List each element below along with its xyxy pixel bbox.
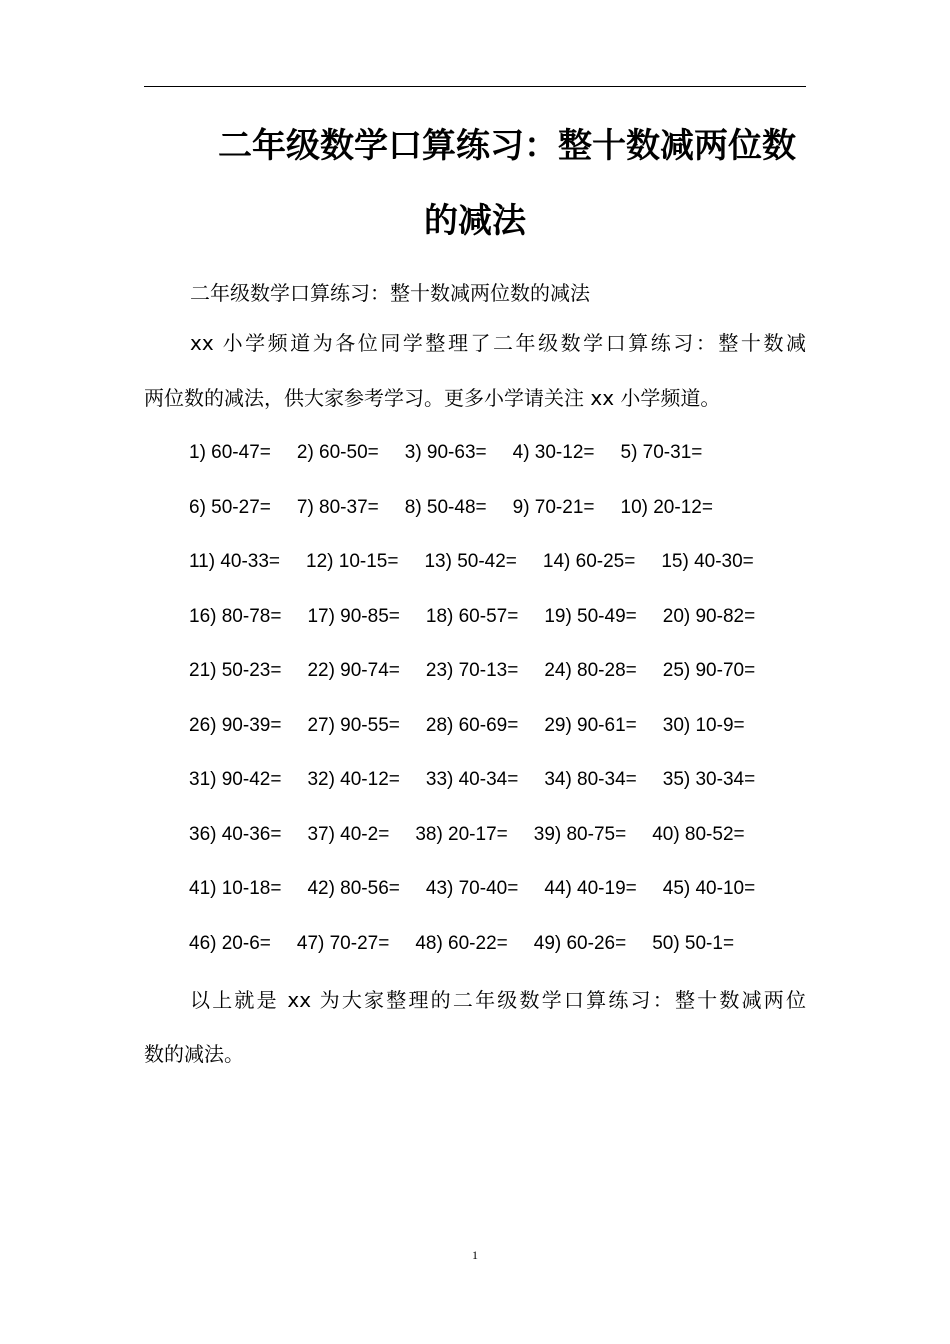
exercise-item: 48) 60-22= (415, 932, 508, 954)
exercise-item: 41) 10-18= (189, 878, 282, 899)
exercise-item: 26) 90-39= (189, 714, 282, 736)
intro-paragraph-line2: 两位数的减法，供大家参考学习。更多小学请关注 xx 小学频道。 (144, 386, 721, 410)
subtitle-paragraph: 二年级数学口算练习：整十数减两位数的减法 (190, 281, 590, 305)
exercise-item: 32) 40-12= (307, 769, 400, 790)
exercise-item: 20) 90-82= (662, 605, 756, 627)
exercise-item: 42) 80-56= (307, 878, 400, 899)
exercise-row (189, 931, 760, 957)
exercise-item: 36) 40-36= (189, 823, 282, 845)
exercise-item: 22) 90-74= (307, 660, 400, 681)
exercise-item: 40) 80-52= (652, 823, 745, 845)
exercise-item: 8) 50-48= (404, 496, 487, 518)
exercise-item: 3) 90-63= (404, 442, 487, 463)
exercise-item: 46) 20-6= (189, 932, 271, 954)
page-number: 1 (472, 1248, 478, 1262)
exercise-item: 30) 10-9= (662, 714, 745, 736)
exercise-item: 7) 80-37= (296, 496, 379, 518)
exercise-item: 10) 20-12= (620, 496, 713, 518)
exercise-item: 2) 60-50= (296, 442, 379, 463)
exercise-item: 29) 90-61= (544, 714, 637, 736)
outro-paragraph-line1: 以上就是 xx 为大家整理的二年级数学口算练习：整十数减两位 (190, 988, 806, 1012)
exercise-item: 31) 90-42= (189, 769, 282, 790)
exercise-item: 23) 70-13= (425, 660, 519, 681)
exercise-row (189, 767, 781, 793)
exercise-row (189, 440, 728, 466)
outro-paragraph-line2: 数的减法。 (144, 1042, 244, 1066)
exercise-item: 15) 40-30= (661, 551, 754, 572)
exercise-item: 39) 80-75= (533, 823, 627, 845)
exercise-item: 50) 50-1= (652, 932, 735, 954)
exercise-row (189, 658, 781, 684)
exercise-item: 33) 40-34= (425, 769, 519, 790)
exercise-row (189, 876, 781, 902)
exercise-item: 17) 90-85= (307, 605, 400, 627)
exercise-item: 43) 70-40= (425, 878, 519, 899)
exercise-item: 5) 70-31= (620, 442, 703, 463)
exercise-item: 12) 10-15= (306, 551, 399, 572)
exercise-item: 35) 30-34= (662, 769, 756, 790)
exercise-item: 44) 40-19= (544, 878, 637, 899)
exercise-item: 25) 90-70= (662, 660, 756, 681)
document-title-line2: 的减法 (424, 201, 526, 241)
exercise-row (189, 604, 781, 630)
exercise-item: 37) 40-2= (307, 823, 390, 845)
exercise-item: 11) 40-33= (189, 551, 281, 572)
intro-paragraph-line1: xx 小学频道为各位同学整理了二年级数学口算练习：整十数减 (190, 331, 806, 355)
exercise-item: 4) 30-12= (512, 442, 595, 463)
exercise-row (189, 495, 739, 521)
exercise-item: 34) 80-34= (544, 769, 637, 790)
exercise-item: 45) 40-10= (662, 878, 756, 899)
exercise-row (189, 549, 780, 575)
exercise-item: 47) 70-27= (296, 932, 390, 954)
exercise-item: 13) 50-42= (424, 551, 517, 572)
exercise-item: 18) 60-57= (425, 605, 519, 627)
exercise-item: 16) 80-78= (189, 605, 282, 627)
exercise-row (189, 822, 771, 848)
document-title-line1: 二年级数学口算练习：整十数减两位数 (218, 126, 796, 166)
exercise-item: 9) 70-21= (512, 496, 595, 518)
exercise-item: 21) 50-23= (189, 660, 282, 681)
exercise-item: 19) 50-49= (544, 605, 637, 627)
exercise-item: 28) 60-69= (425, 714, 519, 736)
exercise-item: 14) 60-25= (542, 551, 636, 572)
header-rule (144, 86, 806, 87)
exercise-item: 6) 50-27= (189, 496, 271, 518)
exercise-item: 38) 20-17= (415, 823, 508, 845)
exercise-item: 27) 90-55= (307, 714, 400, 736)
exercise-item: 1) 60-47= (189, 442, 271, 463)
exercise-row (189, 713, 771, 739)
exercise-item: 49) 60-26= (533, 932, 627, 954)
exercise-item: 24) 80-28= (544, 660, 637, 681)
